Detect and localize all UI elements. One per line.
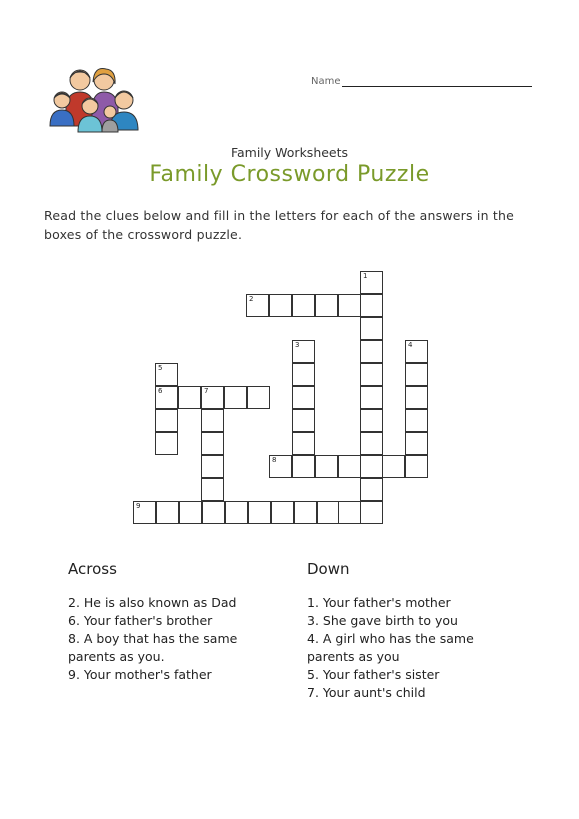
crossword-cell[interactable] [405,432,428,455]
crossword-cell[interactable] [360,363,383,386]
across-heading: Across [68,560,117,578]
name-field[interactable] [342,86,532,87]
crossword-cell[interactable] [201,386,224,409]
crossword-cell[interactable] [292,386,315,409]
crossword-cell[interactable] [360,455,383,478]
clue-number: 6 [158,387,163,395]
crossword-cell[interactable] [360,386,383,409]
crossword-cell[interactable] [292,363,315,386]
crossword-cell[interactable] [405,409,428,432]
crossword-cell[interactable] [317,501,340,524]
clue-item: 3. She gave birth to you [307,613,458,628]
crossword-cell[interactable] [382,455,405,478]
clue-number: 2 [249,295,254,303]
crossword-cell[interactable] [269,455,292,478]
clue-item: 9. Your mother's father [68,667,212,682]
crossword-cell[interactable] [292,455,315,478]
crossword-cell[interactable] [360,294,383,317]
clue-number: 5 [158,364,163,372]
crossword-cell[interactable] [338,294,361,317]
crossword-cell[interactable] [156,501,179,524]
crossword-cell[interactable] [179,501,202,524]
clue-item: 8. A boy that has the same parents as you. [68,631,238,664]
crossword-cell[interactable] [360,317,383,340]
crossword-cell[interactable] [360,432,383,455]
crossword-cell[interactable] [269,294,292,317]
crossword-cell[interactable] [360,271,383,294]
crossword-cell[interactable] [247,386,270,409]
clue-number: 9 [136,502,141,510]
crossword-cell[interactable] [360,340,383,363]
crossword-cell[interactable] [338,501,361,524]
crossword-cell[interactable] [292,409,315,432]
worksheet-subtitle: Family Worksheets [230,145,349,160]
instructions-text: Read the clues below and fill in the letters for each of the answers in the boxes of the crossword puzzle. [44,208,514,242]
crossword-cell[interactable] [292,340,315,363]
crossword-cell[interactable] [178,386,201,409]
crossword-cell[interactable] [360,501,383,524]
down-clues [307,560,507,702]
crossword-cell[interactable] [360,409,383,432]
crossword-cell[interactable] [271,501,294,524]
crossword-cell[interactable] [133,501,156,524]
crossword-cell[interactable] [246,294,269,317]
clue-item: 5. Your father's sister [307,667,440,682]
crossword-cell[interactable] [201,409,224,432]
clue-item: 2. He is also known as Dad [68,595,237,610]
page-title: Family Crossword Puzzle [149,162,430,187]
clue-number: 7 [204,387,209,395]
crossword-cell[interactable] [155,409,178,432]
crossword-cell[interactable] [338,455,361,478]
crossword-cell[interactable] [405,386,428,409]
crossword-cell[interactable] [292,294,315,317]
crossword-cell[interactable] [292,432,315,455]
crossword-cell[interactable] [202,501,225,524]
clue-number: 8 [272,456,277,464]
crossword-cell[interactable] [405,455,428,478]
crossword-cell[interactable] [248,501,271,524]
down-heading: Down [307,560,350,578]
crossword-cell[interactable] [201,432,224,455]
clue-number: 1 [363,272,368,280]
clue-item: 4. A girl who has the same parents as you [307,631,474,664]
crossword-cell[interactable] [315,294,338,317]
clue-item: 1. Your father's mother [307,595,451,610]
crossword-cell[interactable] [201,455,224,478]
crossword-cell[interactable] [155,386,178,409]
crossword-cell[interactable] [294,501,317,524]
crossword-cell[interactable] [155,432,178,455]
clue-item: 7. Your aunt's child [307,685,426,700]
crossword-cell[interactable] [201,478,224,501]
clue-item: 6. Your father's brother [68,613,213,628]
crossword-cell[interactable] [405,340,428,363]
clue-number: 4 [408,341,413,349]
family-clipart-icon [44,66,144,134]
crossword-cell[interactable] [360,478,383,501]
crossword-cell[interactable] [405,363,428,386]
crossword-cell[interactable] [224,386,247,409]
name-label: Name [311,76,341,87]
across-clues [68,560,268,684]
crossword-cell[interactable] [225,501,248,524]
crossword-cell[interactable] [155,363,178,386]
clue-number: 3 [295,341,300,349]
crossword-cell[interactable] [315,455,338,478]
